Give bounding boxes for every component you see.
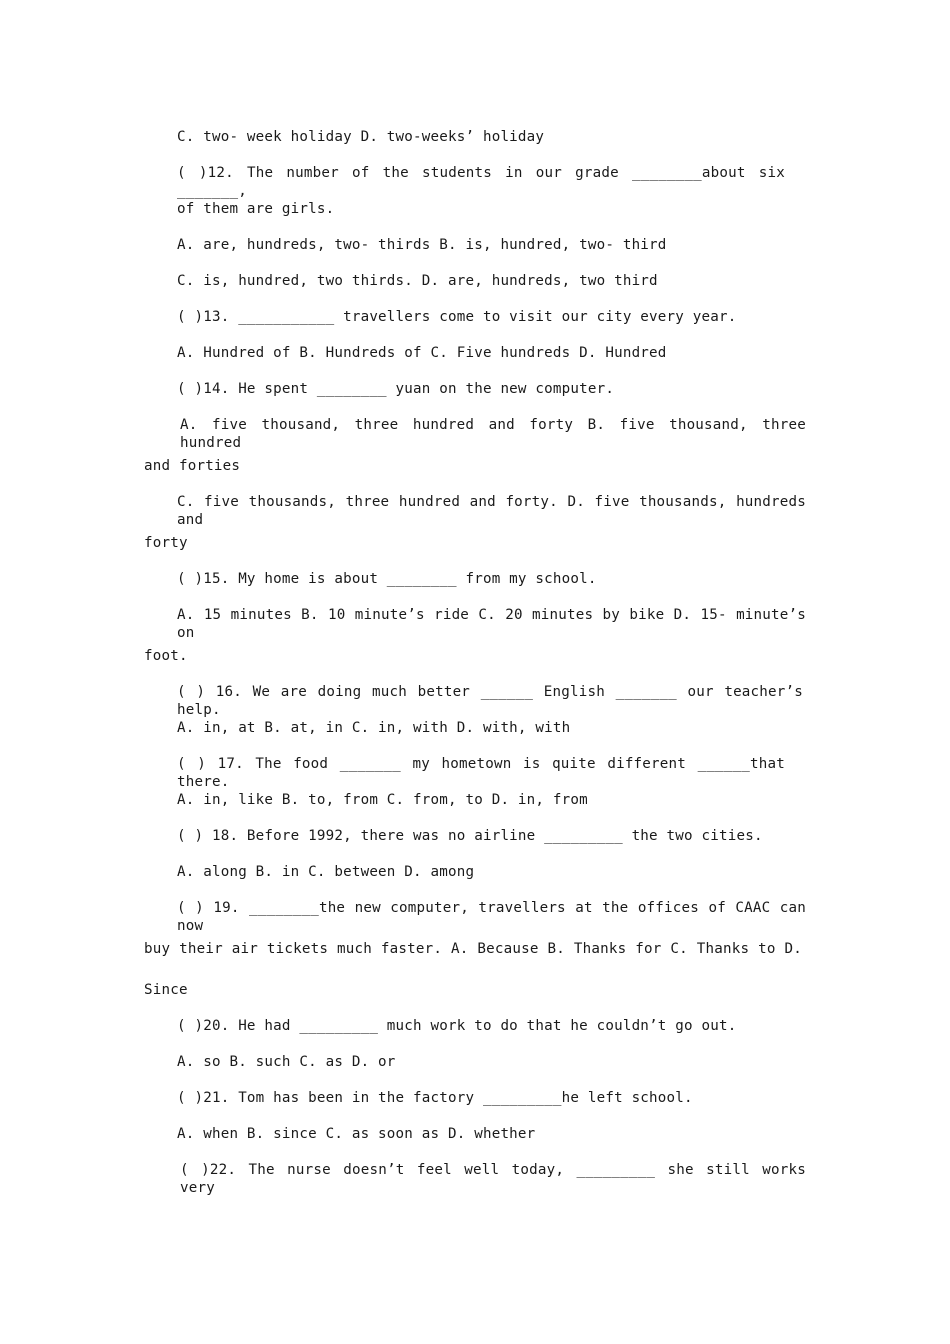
question-14: ( )14. He spent ________ yuan on the new computer. <box>177 381 615 397</box>
question-13: ( )13. ___________ travellers come to visit our city every year. <box>177 309 737 325</box>
option-line-15-continued: foot. <box>144 648 188 664</box>
question-17: ( ) 17. The food _______ my hometown is quite different ______that there. <box>177 756 785 790</box>
option-line-14ab: A. five thousand, three hundred and forty B. five thousand, three hundred <box>180 417 806 451</box>
option-line-20: A. so B. such C. as D. or <box>177 1054 396 1070</box>
option-line-21: A. when B. since C. as soon as D. whether <box>177 1126 536 1142</box>
option-line-18: A. along B. in C. between D. among <box>177 864 475 880</box>
option-line-17: A. in, like B. to, from C. from, to D. in, from <box>177 792 588 808</box>
question-15: ( )15. My home is about ________ from my school. <box>177 571 597 587</box>
question-19: ( ) 19. ________the new computer, travellers at the offices of CAAC can now <box>177 900 806 934</box>
question-22: ( )22. The nurse doesn’t feel well today, _________ she still works very <box>180 1162 806 1196</box>
question-19-continued: buy their air tickets much faster. A. Because B. Thanks for C. Thanks to D. <box>144 941 802 957</box>
question-12-continued: of them are girls. <box>177 201 335 217</box>
question-18: ( ) 18. Before 1992, there was no airline _________ the two cities. <box>177 828 763 844</box>
question-16: ( ) 16. We are doing much better ______ English _______ our teacher’s help. <box>177 684 803 718</box>
question-21: ( )21. Tom has been in the factory _________he left school. <box>177 1090 693 1106</box>
question-20: ( )20. He had _________ much work to do that he couldn’t go out. <box>177 1018 737 1034</box>
option-line-11cd: C. two- week holiday D. two-weeks’ holiday <box>177 129 545 145</box>
option-line-14cd-continued: forty <box>144 535 188 551</box>
option-line-15: A. 15 minutes B. 10 minute’s ride C. 20 minutes by bike D. 15- minute’s on <box>177 607 806 641</box>
question-12: ( )12. The number of the students in our grade ________about six _______, <box>177 165 785 199</box>
option-line-14ab-continued: and forties <box>144 458 241 474</box>
option-line-12cd: C. is, hundred, two thirds. D. are, hundreds, two third <box>177 273 658 289</box>
option-line-12ab: A. are, hundreds, two- thirds B. is, hundred, two- third <box>177 237 667 253</box>
option-line-16: A. in, at B. at, in C. in, with D. with, with <box>177 720 571 736</box>
option-line-14cd: C. five thousands, three hundred and forty. D. five thousands, hundreds and <box>177 494 806 528</box>
question-19-last: Since <box>144 982 188 998</box>
option-line-13: A. Hundred of B. Hundreds of C. Five hundreds D. Hundred <box>177 345 667 361</box>
